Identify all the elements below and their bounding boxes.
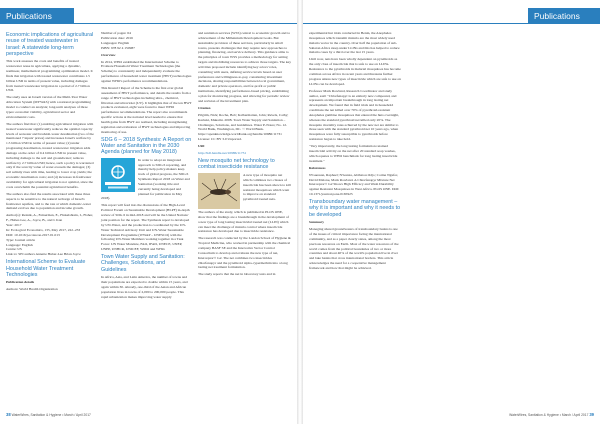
article-doi: DOI: 10.1016/j.ecolecon.2017.01.013 [6,232,60,237]
article-title[interactable]: Economic implications of agricultural reuse of treated wastewater in Israel: A statewide long-term perspective [6,32,94,57]
left-column-2 [101,31,192,302]
body-text: Professor Mark Rowland, Research Coordinator and study author, said: "Chlorfenapyr is an entirely new compound, and represents an important breakthrough in long lasting net development. We found that in field trials and in household conditions the net killed over 70% of pyrethroid-resistant Anopheles gambiae mosquitoes that entered the huts overnight, whereas the standard pyrethroid net killed only 20%. The mosquito mortality rates achieved by the new net are similar to those seen with the standard pyrethroid net 10 years ago, when mosquitoes were fully susceptible to pyrethroids before resistance began to take hold. [309,88,400,142]
references-text: N'Guessan, Raphael; N'Gunza, Abibatou Odjo; Corine Ngufor, David Malone, Mark Rowland. A Chlorfenapyr Mixture Net Interceptor® G2 Shows High Efficacy and Wash Durability against Resistant Mosquitoes in West Africa. PLOS ONE. DOI: 10.1371/journal.pone.0165925 [309,172,400,197]
section-header: Publications [0,8,74,24]
article-title[interactable]: Transboundary water management – why it is important and why it needs to be developed [309,199,401,218]
section-label: Summary [309,220,324,225]
page-footer [509,412,594,417]
isbn: ISBN: 978 92 4 150987 [101,45,135,50]
left-page [0,0,297,424]
body-text: The authors find that: (1) enabling agricultural irrigation with treated wastewater significantly reduces the optimal capacity levels of seawater and brackish-water desalination (two of the mentioned 7 inputs' prices) and increases Israel's welfare by 1.5 billion USD in terms of present value; (2) under progressing desalination, treated wastewater irrigation adds damage on the order of 0.4 billion USD in present value, including damage to the soil and groundwater; reduces welfare by 2.7 billion USD; hence, such a policy is warranted only if the scarcity value of water exceeds the damages; (3) soil salinity rises with time, leading to lower crop yields; the economic desalination costs; and (4) increases in freshwater availability for agricultural irrigation is not optimal, since the costs overwhelm the potential agricultural benefits. [6,121,94,189]
header-rule [303,23,600,24]
body-text: and sanitation services (WSS) central to economic growth and to achievement of the Millennium Development Goals. But sustainable provision of these services, particularly in small towns, presents challenges that may require new approaches to planning, financing, and service delivery. This guidance aims to the principles of town WSS provides a methodology for setting targets and mobilising resources to achieve those targets. The key activities proposed include identifying key actors' roles, consulting with users, defining service levels based on user preferences and willingness-to-pay, considering investment decisions, sharing responsibilities between local government, domestic and private operators, and for-profit or public institutions, identifying performance-based pricing, establishing a plan for monitoring progress, and allowing for periodic review and revision of the investment plan. [198,31,291,103]
body-text: The research was conducted by the London School of Hygiene & Tropical Medicine, who worked in partnership with the chemical company BASF SE and the Innovative Vector Control Consortium to develop and evaluate the new type of net, Interceptor® G2. The net combines two insecticides chlorfenapyr and the pyrethroid alpha-cypermethrin into a long lasting net treatment formulation. [198,236,291,270]
article-year: Year: 2017 [6,223,22,228]
sdg6-cover-thumbnail [101,158,135,192]
section-label: References [309,165,326,170]
footer-text: WaterWires, Sanitation & Hygiene • March / April 2017 [11,413,91,417]
body-text: A new type of mosquito net which combines two classes of insecticide has been shown to kill resistant mosquitoes which want to improve on standard pyrethroid treated nets. [243,172,291,202]
section-header: Publications [528,8,600,24]
article-language: Language: English [6,242,33,247]
body-text: This work assesses the costs and benefits of treated wastewater reuse in agriculture, applying a dynamic, nonlinear, mathematical programming optimisation model. It finds that irrigation with treated wastewater contributes 1.5 billion USD in terms of present value, including damages from treated wastewater irrigation in a period of 2.7 billion USD. [6,59,93,93]
left-column-1 [6,31,94,292]
page-number: 39 [589,412,594,417]
article-type: Type: Journal article [6,237,36,242]
right-page [303,0,600,424]
body-text: "Very importantly, the long lasting formulation retained insecticidal activity on the net after 20 standard soap washes, which equates to WHO benchmark for long lasting insecticide treatment." [309,144,398,163]
article-authors: Authors: World Health Organization [6,287,58,292]
mosquito-photo [198,173,240,209]
article-title[interactable]: SDG 6 – 2018 Synthesis: A Report on Water and Sanitation in the 2030 Agenda (planned for May 2018) [101,136,192,156]
article-centre: Centre: US [6,247,22,252]
page-footer [6,412,91,417]
right-column-1 [309,31,401,273]
page-number: 38 [6,412,11,417]
article-title[interactable]: International Scheme to Evaluate Household Water Treatment Technologies [6,259,86,278]
body-text: In 2014, WHO established the International Scheme to Evaluate Household Water Treatment Technologies (the Scheme) to consistently and independently evaluate the performance of household water treatment (HWT) technologies against WHO's performance recommendations. [101,59,192,83]
body-text: This report will feed into the discussions of the High-Level Political Forum on Sustainable Development (HLPF) in-depth review of SDG 6 in mid-2018 and will be the United Nations' joint position for the report. The Synthesis report is developed by UN-Water, and the production is coordinated by the UN-Water Technical Advisory Unit and UN-Water Sustainable Development Programme (WWAP – UNESCO) with the following UN-Water Members working together in a Task Force: UN Water Mandate, FAO, IFAD, UNECE, UNEP, UNEP, UNHCR, UNICEF, WMO and WHO. [101,203,190,252]
section-label: Citation [198,105,211,110]
footer-text: WaterWires, Sanitation & Hygiene • March / April 2017 [509,413,589,417]
article-title[interactable]: Town Water Supply and Sanitation: Challenges, Solutions, and Guidelines [101,254,185,273]
body-text: The authors also find the results associated with these three aspects to be sensitive to the natural recharge of Israel's freshwater aquifers, and to the rate at which domestic-water demand evolves due to population and income growth. [6,191,91,211]
left-column-3 [198,31,291,280]
body-text: In order to adopt an integrated approach to SDG 6 reporting, and thereby help policy-makers keep track of global progress, the SDG 6 Synthesis Report 2018 on Water and Sanitation (working title and currently being developed and planned for publication in May 2018). [101,157,190,201]
section-label: URI [198,144,205,149]
body-text: The authors of the study, which is published in PLOS ONE, show that the findings are a breakthrough in the development of a new type of long lasting insecticidal treated net (LLIN) which can meet the challenge of malaria control where insecticide resistance has developed due to insecticide resistance. [198,209,289,234]
pub-date: Publication date: 2016 [101,35,133,40]
body-text: Managing shared groundwaters of transboundary basins is one of the issues of critical importance facing the international community, and as a paper clearly states, among the most precious resources on Earth. Most of the water resources of the world comes from the political boundaries of two or more countries and about 40% of the world's population live in river and lake basins that cross international borders. This article acknowledges the need for a cooperative management framework and how that might be achieved. [309,227,399,270]
article-title[interactable]: New mosquito net technology to combat insecticide resistance [198,158,275,171]
body-text: Until now, nets have been wholly dependent on pyrethroids as the only class of insecticide that is safe to use on LLINs. Resistance to the pyrethroids in malarial mosquitoes has become common across Africa in recent years and threatens further progress unless new types of insecticide which are safe to use on LLINs can be developed. [309,57,401,86]
article-journal: In: Ecological Economics, 135, May 2017, 222–233 [6,227,81,232]
author-link: Link to: SEI authors Annette Huber-Lee Brian Joyce [6,252,81,257]
section-label: Overview [101,52,116,57]
body-text: This Round I Report of the Scheme is the first ever global assessment of HWT performance, and details the results from a range of HWT technologies including ultra-, chemical, filtration and ultraviolet (UV). It highlights that of the ten HWT products evaluated, eight were found to meet WHO performance recommendations. The report also recommends specific actions at the national level needed to ensure that health gains from HWT are realised, including strengthening regulation and evaluation of HWT technologies and improving monitoring of use. [101,86,192,134]
body-text: The study uses an Israeli version of the Multi-Year Water Allocation System (MYWAS) with a national programming model to conduct an analysis; long-term analyses of three types: economic viability, agricultural sector and environmental costs. [6,95,91,119]
body-text: In Africa, Asia, and Latin America, the number of towns and their populations are expected to double within 15 years, and again within 30. Already, one-third of the Asian and African population lives in towns of 2,000 to 200,000 people. This rapid urbanization makes improving water supply [101,275,188,299]
body-text: The study reports that the net in laboratory tests and in [198,272,276,277]
section-label: Publication details [6,280,35,285]
pages-info: Number of pages: 64 [101,31,131,35]
languages: Languages: English [101,40,130,45]
uri-link[interactable]: http://hdl.handle.net/10986/11731 [198,151,247,156]
citation-text: Pilgrim, Nick; Roche, Bob; Kalbermatten, John; Revels, Cathy; Kariuki, Mukami. 2008. Town Water Supply and Sanitation – Challenges, Solutions, and Guidelines. Water P-Notes; No. 12. World Bank, Washington, DC. © World Bank. https://openknowledge.worldbank.org/handle/10986/11731 License: CC BY 3.0 Unported. [198,112,289,142]
header-rule [0,23,297,24]
body-text: experimental hut trials conducted in Benin, the Anopheles mosquitoes which transmit malaria are the most widely used malaria vector in the country. Over half the population of sub-Saharan Africa sleep under LLINs and this has helped to reduce malaria cases by a third over the last 15 years. [309,31,400,55]
article-authors: Author(s): Reznik, A., Feinerman, E., Finkelshtain, I., Fisher, F., Huber-Lee, A., Joyce, B., and I. Kan [6,213,94,223]
